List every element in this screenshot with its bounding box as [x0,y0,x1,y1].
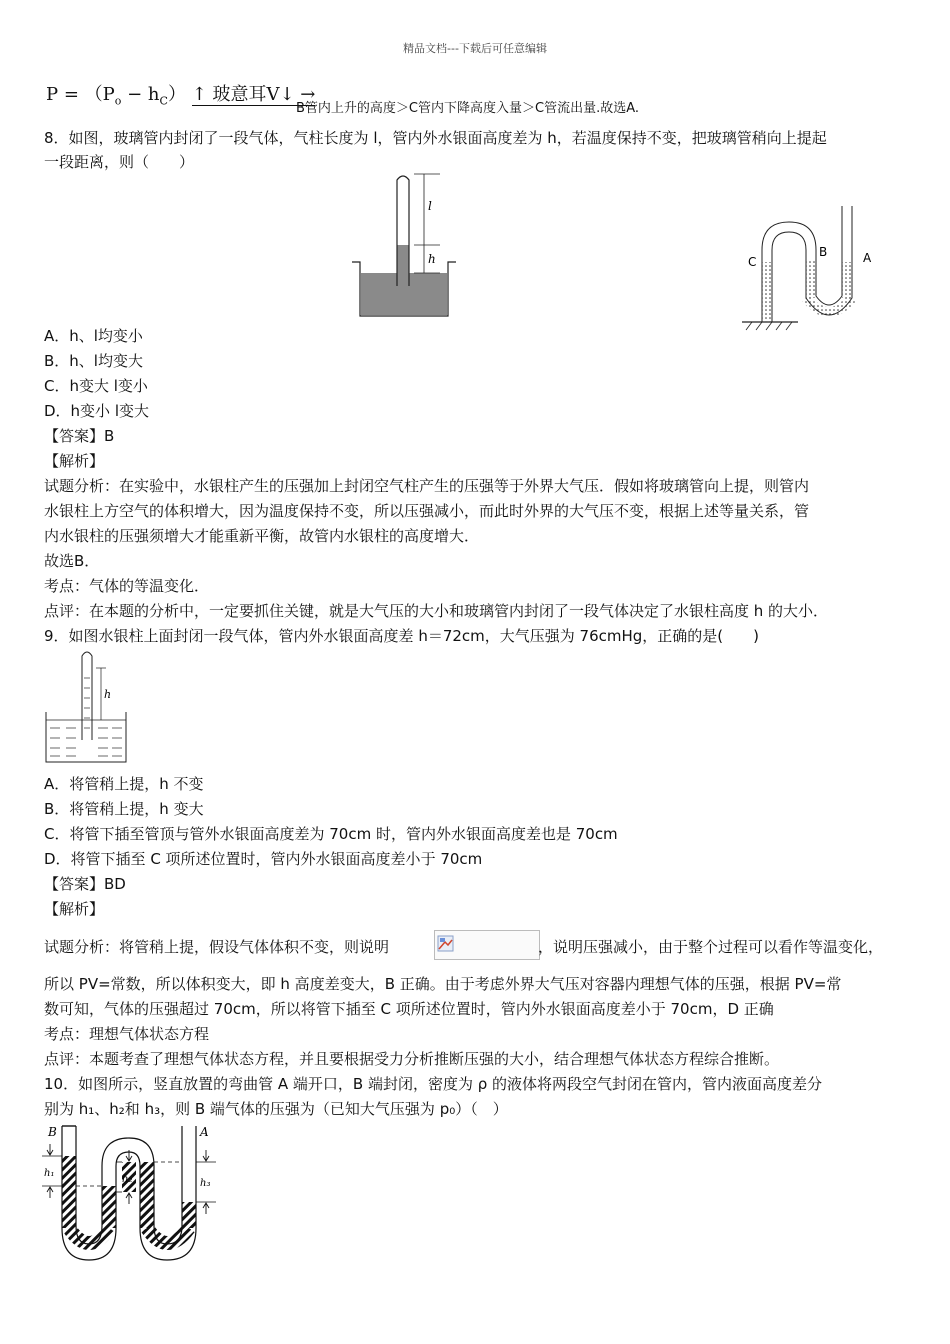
q8-tube-figure [346,170,466,320]
q10-stem-line1: 10．如图所示，竖直放置的弯曲管 A 端开口，B 端封闭，密度为 ρ 的液体将两段空气封闭在管内，管内液面高度差分 [44,1075,823,1093]
broken-image-placeholder [434,930,540,960]
q9-answer: 【答案】BD [44,875,126,893]
q9-option-a: A．将管稍上提，h 不变 [44,775,204,793]
formula-sub-o: o [114,94,122,108]
q8-option-a: A．h、l均变小 [44,327,143,345]
formula-expr: （P [84,84,115,105]
q10-label-a: A [200,1125,209,1139]
formula-close: ） [167,84,186,105]
q8-option-c: C．h变大 l变小 [44,377,148,395]
broken-image-icon [437,935,455,953]
q8-label-l: l [428,199,432,213]
q10-label-b: B [48,1125,57,1139]
q9-option-b: B．将管稍上提，h 变大 [44,800,204,818]
q9-comment: 点评：本题考查了理想气体状态方程，并且要根据受力分析推断压强的大小，结合理想气体状态方程综合推断。 [44,1050,780,1068]
q8-label-a: A [863,251,872,265]
q9-analysis-line1a: 试题分析：将管稍上提，假设气体体积不变，则说明 [44,938,390,956]
q8-analysis-line1: 试题分析：在实验中，水银柱产生的压强加上封闭空气柱产生的压强等于外界大气压．假如将玻璃管向上提，则管内 [44,477,810,495]
q8-analysis-line2: 水银柱上方空气的体积增大，因为温度保持不变，所以压强减小，而此时外界的大气压不变，根据上述等量关系，管 [44,502,810,520]
formula-p: P = [46,84,79,105]
q8-stem-line1: 8．如图，玻璃管内封闭了一段气体，气柱长度为 l，管内外水银面高度差为 h，若温度保持不变，把玻璃管稍向上提起 [44,129,827,147]
formula-tail: B管内上升的高度＞C管内下降高度入量＞C管流出量.故选A. [296,101,640,116]
q9-analysis-title: 【解析】 [44,900,105,918]
q9-point: 考点：理想气体状态方程 [44,1025,210,1043]
q8-analysis-line3: 内水银柱的压强须增大才能重新平衡，故管内水银柱的高度增大． [44,527,480,545]
formula-sub-c: C [159,94,168,108]
q9-analysis-line1b: ，说明压强减小，由于整个过程可以看作等温变化， [538,938,884,956]
q8-stem-line2: 一段距离，则（ ） [44,153,195,171]
q8-label-h: h [428,252,436,266]
formula-minus: − h [121,84,160,105]
page-header: 精品文档---下载后可任意编辑 [403,42,547,55]
q10-stem-line2: 别为 h₁、h₂和 h₃，则 B 端气体的压强为（已知大气压强为 p₀）（ ） [44,1100,508,1118]
q9-tube-figure [42,648,142,768]
q8-point: 考点：气体的等温变化． [44,577,210,595]
q8-comment: 点评：在本题的分析中，一定要抓住关键，就是大气压的大小和玻璃管内封闭了一段气体决定了水银柱高度 h 的大小． [44,602,829,620]
q9-analysis-line2: 所以 PV=常数，所以体积变大，即 h 高度差变大，B 正确。由于考虑外界大气压对容器内理想气体的压强，根据 PV=常 [44,975,842,993]
q8-answer: 【答案】B [44,427,115,445]
q8-label-b: B [819,245,828,259]
formula-line [46,80,315,108]
q8-label-c: C [748,255,757,269]
q9-option-d: D．将管下插至 C 项所述位置时，管内外水银面高度差小于 70cm [44,850,483,868]
q8-analysis-title: 【解析】 [44,452,105,470]
q8-choose: 故选B． [44,552,100,570]
q9-stem: 9．如图水银柱上面封闭一段气体，管内外水银面高度差 h＝72cm，大气压强为 76cmHg，正确的是( ) [44,627,759,645]
q10-bent-tube-figure [40,1122,230,1262]
q9-analysis-line3: 数可知，气体的压强超过 70cm，所以将管下插至 C 项所述位置时，管内外水银面高度差小于 70cm，D 正确 [44,1000,774,1018]
q8-option-b: B．h、l均变大 [44,352,143,370]
q10-label-h3: h₃ [200,1178,211,1189]
formula-arrow-words: ↑ 玻意耳V↓ → [191,84,316,105]
q8-u-tube-figure [740,200,890,330]
q9-label-h: h [104,688,112,701]
q10-label-h1: h₁ [44,1168,55,1179]
q8-option-d: D．h变小 l变大 [44,402,149,420]
q10-label-h2: h₂ [122,1174,133,1185]
q9-option-c: C．将管下插至管顶与管外水银面高度差为 70cm 时，管内外水银面高度差也是 70cm [44,825,618,843]
